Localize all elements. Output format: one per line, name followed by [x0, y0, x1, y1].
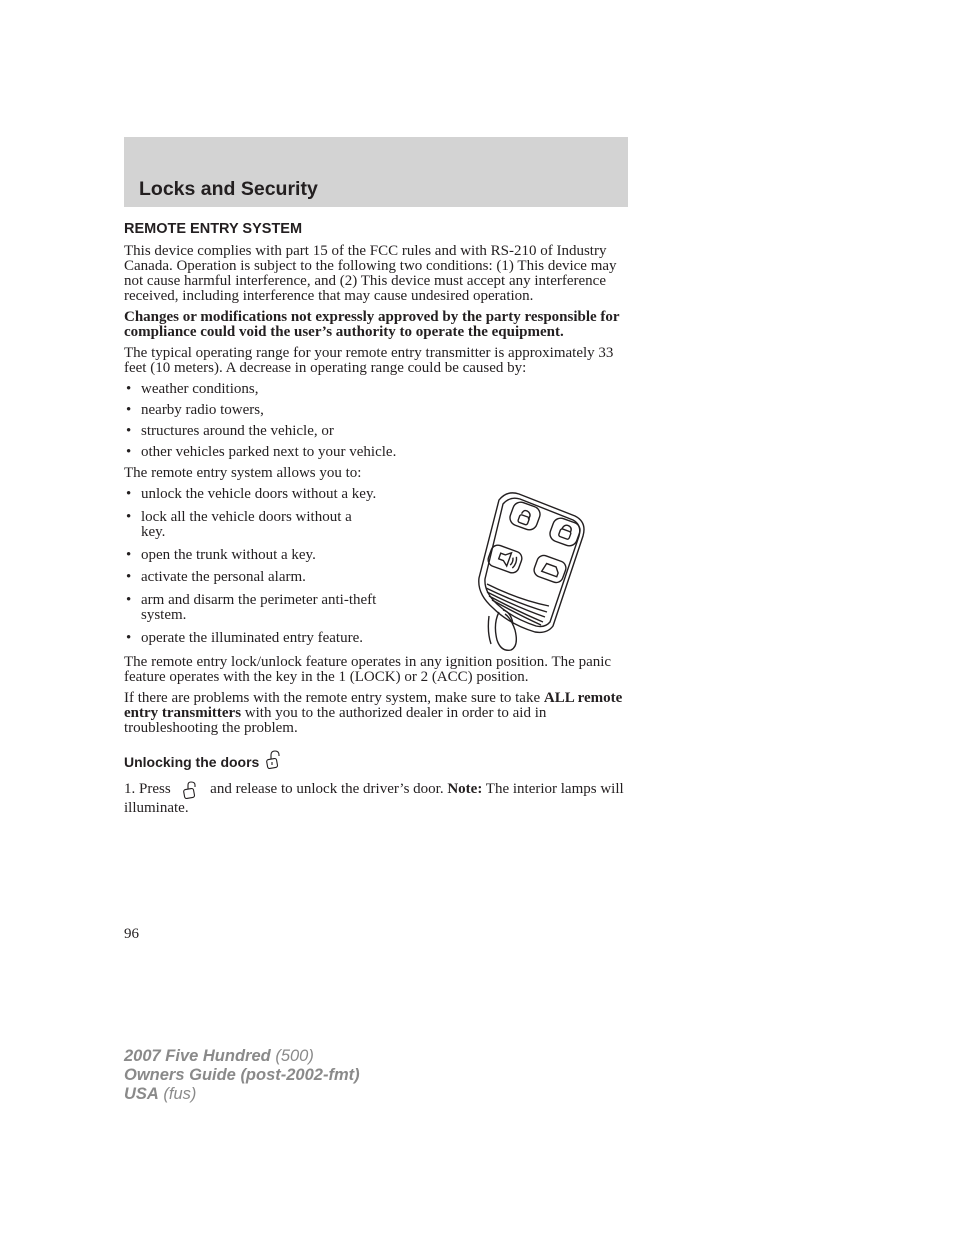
- features-with-figure: [124, 487, 624, 649]
- ignition-paragraph: The remote entry lock/unlock feature operates in any ignition position. The panic feature operates with the key in the 1 (LOCK) or 2 (ACC) position.: [124, 654, 612, 685]
- range-paragraph: The typical operating range for your remote entry transmitter is approximately 33 feet (10 meters). A decrease in operating range could be caused by:: [124, 345, 614, 376]
- range-causes-list: [124, 382, 624, 460]
- list-item: • operate the illuminated entry feature.: [126, 630, 363, 646]
- bullet-icon: •: [126, 402, 132, 418]
- bullet-icon: •: [126, 547, 132, 563]
- page-number: 96: [124, 926, 139, 942]
- bullet-icon: •: [126, 444, 132, 460]
- list-item: • open the trunk without a key.: [126, 547, 316, 563]
- list-item: • activate the personal alarm.: [126, 569, 306, 585]
- list-item: • lock all the vehicle doors without a key.: [126, 509, 352, 540]
- bullet-icon: •: [126, 423, 132, 439]
- unlock-icon: [265, 750, 283, 770]
- bullet-icon: •: [126, 486, 132, 502]
- bullet-icon: •: [126, 381, 132, 397]
- bullet-icon: •: [126, 569, 132, 585]
- list-item: • arm and disarm the perimeter anti-theft system.: [126, 592, 377, 623]
- list-item: • weather conditions,: [126, 381, 259, 397]
- fcc-paragraph: This device complies with part 15 of the FCC rules and with RS-210 of Industry Canada. Operation is subject to the following two conditions: (1) This device may not cause harmful interference, and (2) This device must accept any interference received, including interference that may cause undesired operation.: [124, 243, 617, 304]
- main-content: [124, 221, 624, 823]
- unlock-step-1: 1. Press and release to unlock the driver’s door. Note: The interior lamps will illuminate.: [124, 781, 624, 816]
- features-intro: The remote entry system allows you to:: [124, 465, 362, 481]
- troubleshooting-paragraph: If there are problems with the remote entry system, make sure to take ALL remote entry transmitters with you to the authorized dealer in order to aid in troubleshooting the problem.: [124, 690, 623, 736]
- key-fob-illustration: [449, 484, 589, 654]
- bullet-icon: •: [126, 630, 132, 646]
- document-footer: 2007 Five Hundred (500) Owners Guide (post-2002-fmt) USA (fus): [124, 1047, 360, 1103]
- list-item: • structures around the vehicle, or: [126, 423, 334, 439]
- features-list: [124, 487, 379, 646]
- list-item: • unlock the vehicle doors without a key.: [126, 486, 377, 502]
- list-item: • nearby radio towers,: [126, 402, 264, 418]
- section-heading: REMOTE ENTRY SYSTEM: [124, 221, 303, 237]
- page-title: Locks and Security: [139, 178, 318, 200]
- warning-paragraph: Changes or modifications not expressly approved by the party responsible for compliance could void the user’s authority to operate the equipment.: [124, 309, 620, 340]
- unlocking-heading: Unlocking the doors: [124, 750, 624, 770]
- unlock-icon: [176, 781, 204, 799]
- section-header-band: [124, 137, 628, 207]
- bullet-icon: •: [126, 509, 132, 525]
- bullet-icon: •: [126, 592, 132, 608]
- list-item: • other vehicles parked next to your vehicle.: [126, 444, 397, 460]
